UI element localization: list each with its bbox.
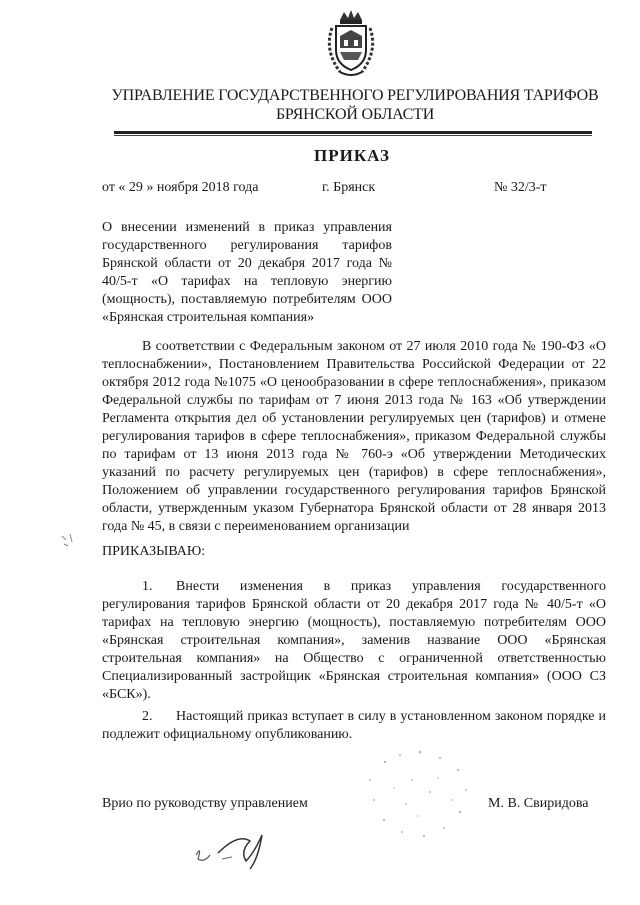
document-city: г. Брянск xyxy=(322,180,376,195)
official-stamp xyxy=(340,740,500,850)
signatory-name: М. В. Свиридова xyxy=(488,796,589,811)
coat-of-arms-icon xyxy=(318,6,384,80)
order-word: ПРИКАЗЫВАЮ: xyxy=(102,544,206,559)
order-item-1 xyxy=(102,578,606,704)
org-line-2: БРЯНСКОЙ ОБЛАСТИ xyxy=(275,106,435,123)
item-text: Настоящий приказ вступает в силу в установленном законом порядке и подлежит официальному опубликованию. xyxy=(102,709,606,742)
item-number: 1. xyxy=(142,579,153,594)
document-subject: О внесении изменений в приказ управления государственного регулирования тарифов Брянской области от 20 декабря 2017 года № 40/5-т «О тарифах на тепловую энергию (мощность), поставляемую потребителям ООО «Брянская строительная компания» xyxy=(102,220,392,325)
document-number: № 32/3-т xyxy=(494,180,547,195)
item-number: 2. xyxy=(142,709,153,724)
org-line-1: УПРАВЛЕНИЕ ГОСУДАРСТВЕННОГО РЕГУЛИРОВАНИЯ ТАРИФОВ xyxy=(111,87,599,104)
preamble-paragraph: В соответствии с Федеральным законом от 27 июля 2010 года № 190-ФЗ «О теплоснабжении», Постановлением Правительства Российской Федерации от 22 октября 2012 года №1075 «О ценообразовании в сфере теплоснабжения», приказом Федеральной службы по тарифам от 7 июня 2013 года № 163 «Об утверждении Регламента открытия дел об установлении регулируемых цен (тарифов) и отмене регулирования тарифов в сфере теплоснабжения», приказом Федеральной службы по тарифам от 13 июня 2013 года № 760-э «Об утверждении Методических указаний по расчету регулируемых цен (тарифов) в сфере теплоснабжения», Положением об управлении государственного регулирования тарифов Брянской области, утвержденным указом Губернатора Брянской области от 28 января 2013 года № 45, в связи с переименованием организации xyxy=(102,339,606,534)
header-divider-thin xyxy=(114,135,592,136)
order-item-2 xyxy=(102,708,606,744)
header-divider-thick xyxy=(114,131,592,134)
scan-marks xyxy=(58,530,82,550)
handwritten-signature xyxy=(188,815,298,875)
organization-name xyxy=(90,86,620,124)
signatory-position: Врио по руководству управлением xyxy=(102,796,308,811)
document-date: от « 29 » ноября 2018 года xyxy=(102,180,259,195)
document-title: ПРИКАЗ xyxy=(314,146,390,165)
item-text: Внести изменения в приказ управления государственного регулирования тарифов Брянской области от 20 декабря 2017 года № 40/5-т «О тарифах на тепловую энергию (мощность), поставляемую потребителям ООО «Брянская строительная компания», заменив название ООО «Брянская строительная компания» на Общество с ограниченной ответственностью Специализированный застройщик «Брянская строительная компания» (ООО СЗ «БСК»). xyxy=(102,579,606,702)
